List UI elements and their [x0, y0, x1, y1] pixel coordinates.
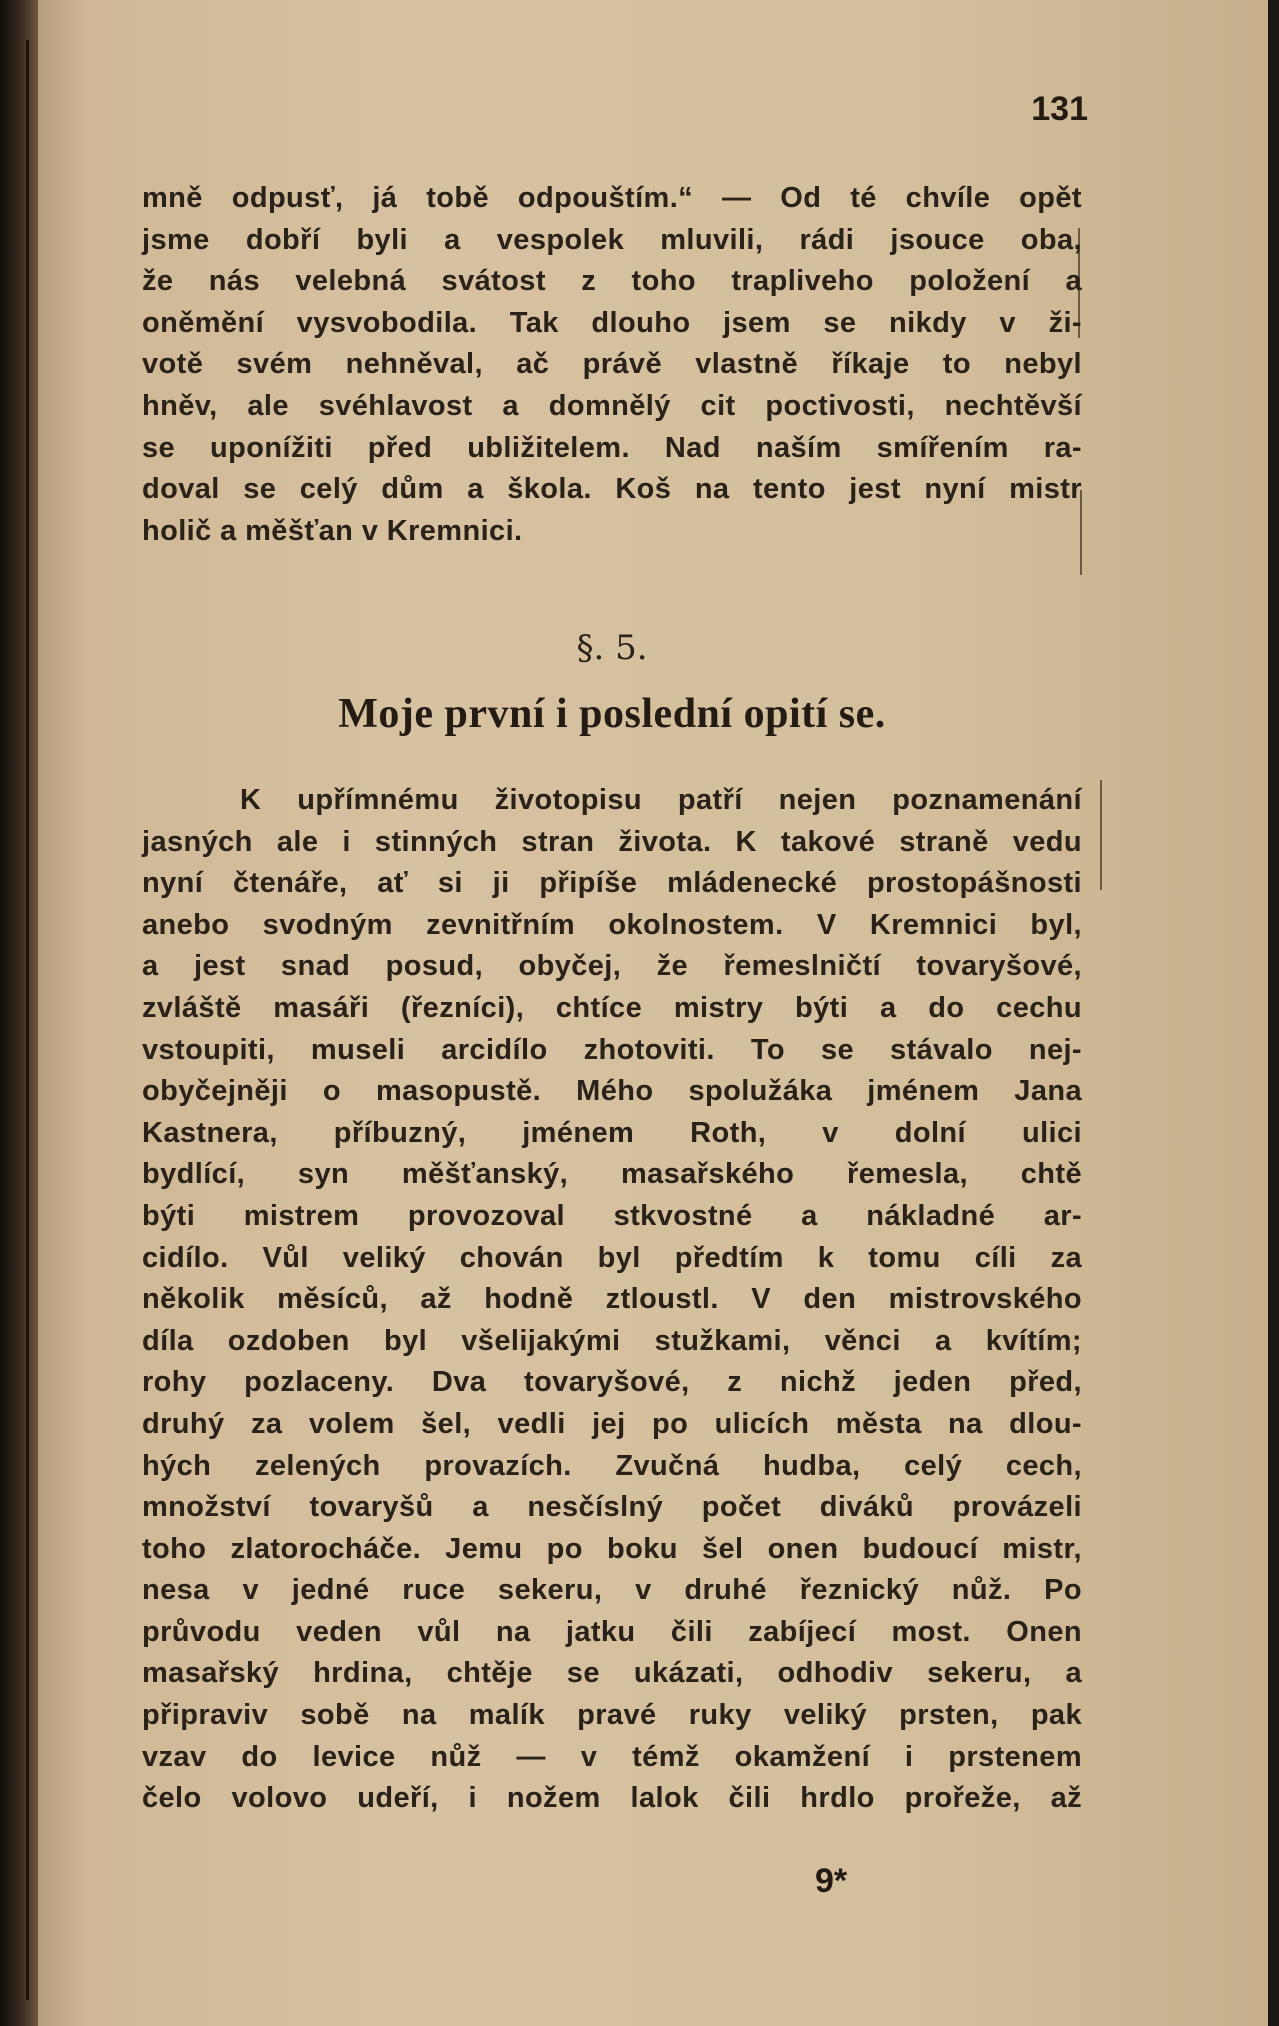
text-line: votě svém nehněval, ač právě vlastně říkaje to nebyl [142, 348, 1082, 381]
page-number: 131 [1031, 90, 1088, 128]
text-line: že nás velebná svátost z toho trapliveho položení a [142, 265, 1082, 298]
text-line: toho zlatorocháče. Jemu po boku šel onen budoucí mistr, [142, 1532, 1082, 1565]
text-line: holič a měšťan v Kremnici. [142, 514, 523, 547]
text-line: hněv, ale svéhlavost a domnělý cit poctivosti, nechtěvší [142, 389, 1082, 422]
text-line: nyní čtenáře, ať si ji připíše mládenecké prostopášnosti [142, 867, 1082, 900]
text-line: jsme dobří byli a vespolek mluvili, rádi jsouce oba, [142, 223, 1082, 256]
text-line: mně odpusť, já tobě odpouštím.“ — Od té chvíle opět [142, 182, 1082, 214]
text-line: čelo volovo udeří, i nožem lalok čili hrdlo prořeže, až [142, 1782, 1082, 1815]
text-line: a jest snad posud, obyčej, že řemeslničtí tovaryšové, [142, 950, 1082, 983]
text-line: doval se celý dům a škola. Koš na tento jest nyní mistr [142, 473, 1082, 506]
text-line: rohy pozlaceny. Dva tovaryšové, z nichž jeden před, [142, 1366, 1082, 1399]
text-line: množství tovaryšů a nesčíslný počet diváků provázeli [142, 1491, 1082, 1524]
paragraph-2 [142, 780, 1082, 1820]
section-title: Moje první i poslední opití se. [338, 691, 886, 737]
text-line: vstoupiti, museli arcidílo zhotoviti. To se stávalo nej- [142, 1033, 1082, 1066]
text-line: se uponížiti před ubližitelem. Nad naším smířením ra- [142, 431, 1082, 464]
text-line: díla ozdoben byl všelijakými stužkami, věnci a kvítím; [142, 1324, 1082, 1357]
text-line: oněmění vysvobodila. Tak dlouho jsem se nikdy v ži- [142, 306, 1082, 339]
text-line: připraviv sobě na malík pravé ruky veliký prsten, pak [142, 1699, 1082, 1732]
gutter-edge-line [26, 40, 29, 2000]
text-line: několik měsíců, až hodně ztloustl. V den mistrovského [142, 1283, 1082, 1316]
text-line: Kastnera, příbuzný, jménem Roth, v dolní ulici [142, 1116, 1082, 1149]
text-line: cidílo. Vůl veliký chován byl předtím k tomu cíli za [142, 1241, 1082, 1274]
text-line: masařský hrdina, chtěje se ukázati, odhodiv sekeru, a [142, 1657, 1082, 1690]
text-line: anebo svodným zevnitřním okolnostem. V Kremnici byl, [142, 908, 1082, 941]
text-line: K upřímnému životopisu patří nejen poznamenání [240, 784, 1082, 816]
paragraph-1 [142, 178, 1082, 552]
text-line: jasných ale i stinných stran života. K takové straně vedu [142, 825, 1082, 858]
printer-signature-mark: 9* [815, 1862, 848, 1900]
text-line: obyčejněji o masopustě. Mého spolužáka jménem Jana [142, 1075, 1082, 1108]
text-line: druhý za volem šel, vedli jej po ulicích města na dlou- [142, 1407, 1082, 1440]
text-line: průvodu veden vůl na jatku čili zabíjecí most. Onen [142, 1615, 1082, 1648]
text-line: býti mistrem provozoval stkvostné a nákladné ar- [142, 1199, 1082, 1232]
book-gutter [0, 0, 38, 2026]
text-line: hých zelených provazích. Zvučná hudba, celý cech, [142, 1449, 1082, 1482]
text-line: zvláště masáři (řezníci), chtíce mistry býti a do cechu [142, 991, 1082, 1024]
margin-mark [1100, 780, 1102, 890]
text-line: nesa v jedné ruce sekeru, v druhé řeznický nůž. Po [142, 1574, 1082, 1607]
text-line: bydlící, syn měšťanský, masařského řemesla, chtě [142, 1158, 1082, 1191]
section-number: §. 5. [576, 628, 648, 668]
text-line: vzav do levice nůž — v témž okamžení i prstenem [142, 1740, 1082, 1773]
